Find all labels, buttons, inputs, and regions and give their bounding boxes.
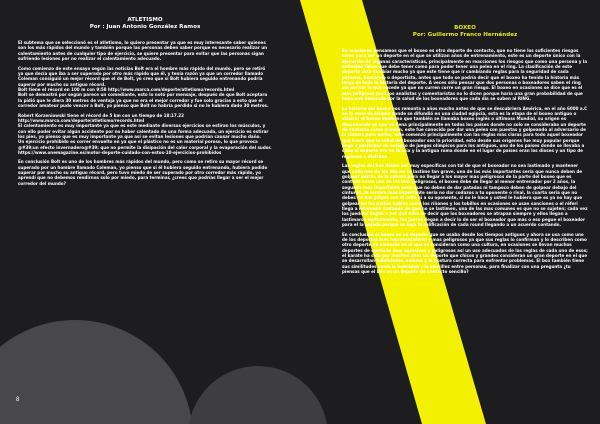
article-title: BOXEO <box>454 25 476 31</box>
article-paragraph: Como comienzo de este ensayo según las noticias Bolt era el hombre más rápido del mundo, pero se retiró ya que decía que iba a ser superado por otro más rápido que él, y tenía razón ya que un corredor llamado Coleman consiguió un mejor récord que el de Bolt, yo creo que si Bolt hubiera seguido entrenando podría superar por mucho su antiguo récord. Bolt tiene el récord en 100 m con 9:58 http://www.marca.com/deporte/atletismo/records.html Bolt se demostró por según parece un comediante, esto lo notó por mensaje, después de que Bolt aceptara la pidió que le diera 30 metros de ventaja ya que no era el mejor corredor y fue solo gracias a esto que el corredor amateur pudo vencer a Bolt, yo pienso que Bolt no habría perdido si no le hubiera dado 30 metros. <box>18 65 269 108</box>
article-paragraph: En conclusión Bolt es uno de los hombres más rápidos del mundo, pero como se retiro su mayor récord se superado por un hombre llamado Coleman, yo pienso que si él hubiera seguido entrenando, hubiera podido superar por mucho su antiguo récord, pero tuvo miedo de ser superado por otro corredor más rápido, yo aprendí que no debemos rendirnos solo por miedo, para terminar, ¿crees que podrías llegar a ser el mejor corredor del mundo? <box>18 159 268 186</box>
page-number: 8 <box>16 397 20 403</box>
article-author: Por : Juan Antonio González Ramos <box>89 24 201 30</box>
article-paragraph: En ocasiones pensamos que el boxeo es otro deporte de contacto, que no tiene los suficientes riesgos como para ser un deporte en el que se utilizan años de entrenamiento, este es un deporte único con la ejecución de algunas características, principalmente en reacciones los riesgos que como una persona y la actividad física que debe tener como para poder tener una pelea en el ring. La clasificación de este deporte está cambiar mucho ya que este tiene que ir cambiando reglas para la seguridad de cada persona, buscando o deportista, antes que todo se podría decir que el boxeo ha tenido la historia más larga de toda la historia del deporte. A veces sólo pensar que dos personas o boxeadores saben el ring sin pensar lo que sucede ya que no curren corre un gran riesgo. El boxeo en ocasiones se dice que es el más peligroso para los analistas y comentaristas no lo dicen porque haría una gran probabilidad de que haya una demanda por la salud de los boxeadores que cada día se suben al RING. <box>342 48 587 102</box>
article-paragraph: Las reglas del box deben ser muy específicas con tal de que el boxeador no sea lastimado y mantener que cada uno de los dos no se lastime tan grave, una de las más importantes sería que nunca deben de golpear detrás de la cabeza para no llegar a los mayor mas peligrosos de la parte del boxeo que es contado como uno de los más peligrosos, el boxeo debe de llegar al menor entrenador por 2 años, la segunda mas importante sería que no deben de dar patadas ni tampoco deben de golpear debajo del cinturón, la tercera mas importante sería no dar codazos a tu oponente o rival, la cuarta seria que no debes de dar golpes con el codo ni a su oponente, si no le hace y usted le hubiera que es ya no hay que golpear en las partes nobles como los riñones y los tobillos en ocasiones se usan sanciones o el réferi llega a intervenir tratando de que no se lastimen, una de las mas comunes es que no se sujeten; cada vez los jueduos llegan a ver qué ellos se decir que los boxeadores se atrapan siempre y ellos llegan a lastimarse mutuamente, los jueces llegan a decir lo de ser el boxeador que mas o eso pegue el boxeador para el la bajada porque se baja la calificación de cada round llegando a un acuerdo contando. <box>342 163 588 228</box>
atletismo-article <box>18 17 272 190</box>
article-author: Por: Guillermo Franco Hernández <box>412 32 518 38</box>
article-paragraph: El subtema que se seleccionó es el atletismo, lo quiero presentar ya que es muy interesante saber quienes son los más rápidos del mundo y también porque las personas deben saber porque es necesario realizar un calentamiento antes de cualquier tipo de ejercicio, se quiere presentar para evitar que las personas sigan sufriendo lesiones por no realizar el calentamiento adecuado. <box>18 40 268 62</box>
article-title: ATLETISMO <box>127 17 163 23</box>
boxeo-article <box>342 25 588 279</box>
article-paragraph: La historia del boxeo nos remonta a años mucho antes de que se descubriera América, en el año 6000 a.C en la zona de etiopía donde se difundió en una ciudad egipcia, esta es la etapa de el boxeo antiguo o clásico; el boxeo moderno que también se llamaba boxeo inglés o últimoss Mundial, su origen es desconocido ya que se llena principalmente en todos los países donde no solo se consideraba un deporte de contacto como ocasión, este fue conocido por dar una pelea con puestas y golpeando al adversario de la cintura para arriba, este comenzó principalmente con las reglas más claras para todo aquel boxeador que hacía que la salud del boxeador sea la prioridad, esto desde sus orígenes fue muy popular porque llego a participar en antiguo de juegos olímpicos para los antiguos, uno de los países donde se llevaba a cabo el deporte era en Grecia y la antigua roma donde en el lugar de países eran los dioses y un tipo de regiones o distritos. <box>342 105 588 159</box>
article-paragraph: Robert Korzeniowski tiene el récord de 5 km con un tiempo de 18:17.22 http://www.marca.com/deporte/atletismo/records.html El calentamiento es muy importante ya que es este mediante diversos ejercicios se estiran los músculos, y con ello poder evitar algún accidente por no haber calentado de una forma adecuada, un ejercicio es estirar los pies, yo pienso que es muy importante ya que así se evitan lesiones que podrían causar mucho daño. Un ejercicio prohibido es correr envuelto en ya que el plástico no es un material poroso, lo que provoca @#39;un efecto invernadero@#39; que no permite la disipación del calor corporal y la evaporación del sudor. https://www.onemagazine.es/motor-deporte-cuidado-con-estos-10-ejercicios-prohibidos <box>18 112 272 155</box>
article-paragraph: En conclusión el boxeo es un deporte que se usaba desde los tiempos antiguos y ahora se usa como uno de los deportes mas representativos y mas peligrosos ya que sus reglas lo confirman y lo describen como otro deporte de contacto en el que se consideran como una cultura, en ocasiones se llevan muchos deportes de contacto muy agresivos y peligrosos así un uso adecuados de las reglas de cada uno de esos; el karate ha sido por muchos años un deporte que chicos y grandes consideran un gran deporte en el que se desarrollan habilidades, valores y la postura correcta para enfrentar problemas. El box también tiene sus similitudes como la humildad y la sencillez entre personas, para finalizar con una pregunta ¿tu piensas que el box es un deporte de contacto sencillo? <box>342 231 588 274</box>
